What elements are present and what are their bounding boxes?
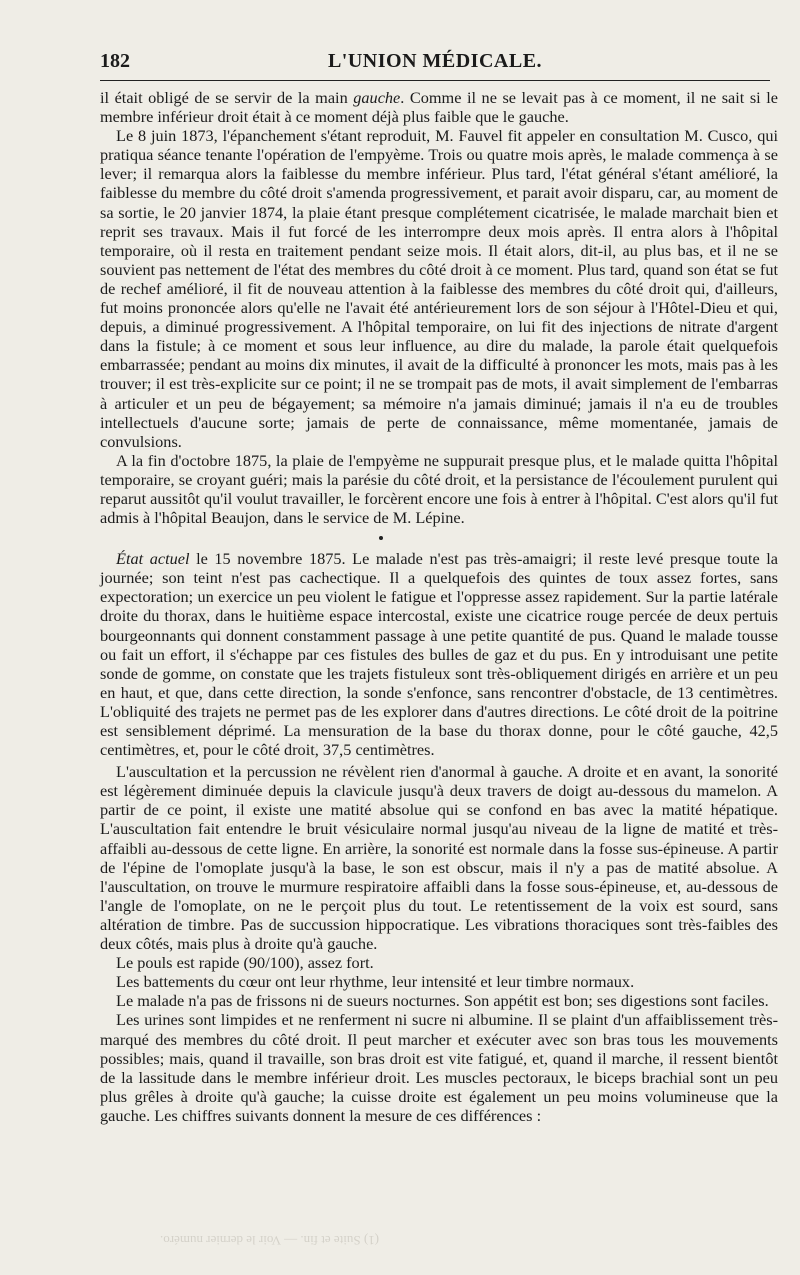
paragraph: Les battements du cœur ont leur rhythme, leur intensité et leur timbre normaux. <box>116 972 635 992</box>
paragraph: Le 8 juin 1873, l'épanchement s'étant reproduit, M. Fauvel fit appeler en consultation M. Cusco, qui pratiqua séance tenante l'opération de l'empyème. Trois ou quatre mois après, le malade commença à se lever; il remarqua alors la faiblesse du membre inférieur. Plus tard, l'état général s'étant amélioré, la faiblesse du membre du côté droit s'amenda progressivement, et parait avoir disparu, car, au moment de sa sortie, le 20 janvier 1874, la plaie étant presque complétement cicatrisée, le malade marchait bien et reprit ses travaux. Mais il fut forcé de les interrompre deux mois après. Il entra alors à l'hôpital temporaire, où il resta en traitement pendant seize mois. Il était alors, dit-il, au plus bas, et il ne se souvient pas nettement de l'état des membres du côté droit à ce moment. Plus tard, quand son état se fut de rechef amélioré, il fit de nouveau attention à la faiblesse des membres du côté droit qui, d'ailleurs, fut moins prononcée alors qu'elle ne l'avait été antérieurement lors de son séjour à l'Hôtel-Dieu et qui, depuis, a diminué progressivement. A l'hôpital temporaire, on lui fit des injections de nitrate d'argent dans la fistule; à ce moment et sous leur influence, au dire du malade, la parole était quelquefois embarrassée; pendant au moins dix minutes, il avait de la difficulté à prononcer les mots, mais pas à les trouver; il est très-explicite sur ce point; il ne se trompait pas de mots, il avait simplement de l'embarras à articuler et un peu de bégayement; sa mémoire n'a jamais diminué; jamais il n'a eu de troubles intellectuels d'aucune sorte; jamais de perte de connaissance, même momentanée, jamais de convulsions. <box>100 126 778 451</box>
running-title: L'UNION MÉDICALE. <box>327 50 543 72</box>
paragraph: L'auscultation et la percussion ne révèlent rien d'anormal à gauche. A droite et en avant, la sonorité est légèrement diminuée depuis la clavicule jusqu'à deux travers de doigt au-dessous du mamelon. A partir de ce point, il existe une matité absolue qui se confond en bas avec la matité hépatique. L'auscultation fait entendre le bruit vésiculaire normal jusqu'au niveau de la ligne de matité et très-affaibli au-dessous de cette ligne. En arrière, la sonorité est normale dans la fosse sus-épineuse. A partir de l'épine de l'omoplate jusqu'à la base, le son est obscur, mais il n'y a pas de matité absolue. A l'auscultation, on trouve le murmure respiratoire affaibli dans la fosse sous-épineuse, et, au-dessous de l'angle de l'omoplate, on ne le perçoit plus du tout. Le retentissement de la voix est sourd, sans altération de timbre. Pas de succussion hippocratique. Les vibrations thoraciques sont très-faibles des deux côtés, mais plus à droite qu'à gauche. <box>100 762 778 954</box>
paragraph: Les urines sont limpides et ne renferment ni sucre ni albumine. Il se plaint d'un affaiblissement très-marqué des membres du côté droit. Il peut marcher et exécuter avec son bras tous les mouvements possibles; mais, quand il travaille, son bras droit est vite fatigué, et, quand il marche, il ressent bientôt de la lassitude dans le membre inférieur droit. Les muscles pectoraux, le biceps brachial sont un peu plus grêles à droite qu'à gauche; la cuisse droite est également un peu moins volumineuse que la gauche. Les chiffres suivants donnent la mesure de ces différences : <box>100 1010 778 1125</box>
paragraph: il était obligé de se servir de la main gauche. Comme il ne se levait pas à ce moment, il ne sait si le membre inférieur droit était à ce moment déjà plus faible que le gauche. <box>100 88 778 127</box>
section-separator <box>100 527 778 549</box>
paragraph: État actuel le 15 novembre 1875. Le malade n'est pas très-amaigri; il reste levé presque toute la journée; son teint n'est pas cachectique. Il a quelquefois des quintes de toux assez fortes, sans expectoration; un exercice un peu violent le fatigue et l'oppresse assez rapidement. Sur la partie latérale droite du thorax, dans le huitième espace intercostal, existe une cicatrice rouge percée de deux pertuis bourgeonnants qui donnent constamment passage à une petite quantité de pus. Quand le malade tousse ou fait un effort, il s'échappe par ces fistules des bulles de gaz et du pus. En y introduisant une petite sonde de gomme, on constate que les trajets fistuleux sont très-obliquement dirigés en arrière et un peu en haut, et que, dans cette direction, la sonde s'enfonce, sans rencontrer d'obstacle, de 13 centimètres. L'obliquité des trajets ne permet pas de les explorer dans d'autres directions. Le côté droit de la poitrine est sensiblement déprimé. La mensuration de la base du thorax donne, pour le côté gauche, 42,5 centimètres, et, pour le côté droit, 37,5 centimètres. <box>100 549 778 760</box>
header-rule <box>100 80 770 81</box>
paragraph: A la fin d'octobre 1875, la plaie de l'empyème ne suppurait presque plus, et le malade quitta l'hôpital temporaire, se croyant guéri; mais la parésie du côté droit, et la persistance de l'écoulement purulent qui reparut aussitôt qu'il voulut travailler, le forcèrent encore une fois à entrer à l'hôpital. C'est alors qu'il fut admis à l'hôpital Beaujon, dans le service de M. Lépine. <box>100 450 778 528</box>
page-number: 182 <box>100 50 130 72</box>
show-through-footnote: (1) Suite et fin. — Voir le dernier numéro. <box>160 1233 380 1248</box>
article-body <box>100 88 778 1125</box>
paragraph: Le pouls est rapide (90/100), assez fort. <box>116 953 374 973</box>
paragraph: Le malade n'a pas de frissons ni de sueurs nocturnes. Son appétit est bon; ses digestions sont faciles. <box>116 991 769 1011</box>
page-header <box>100 48 770 78</box>
